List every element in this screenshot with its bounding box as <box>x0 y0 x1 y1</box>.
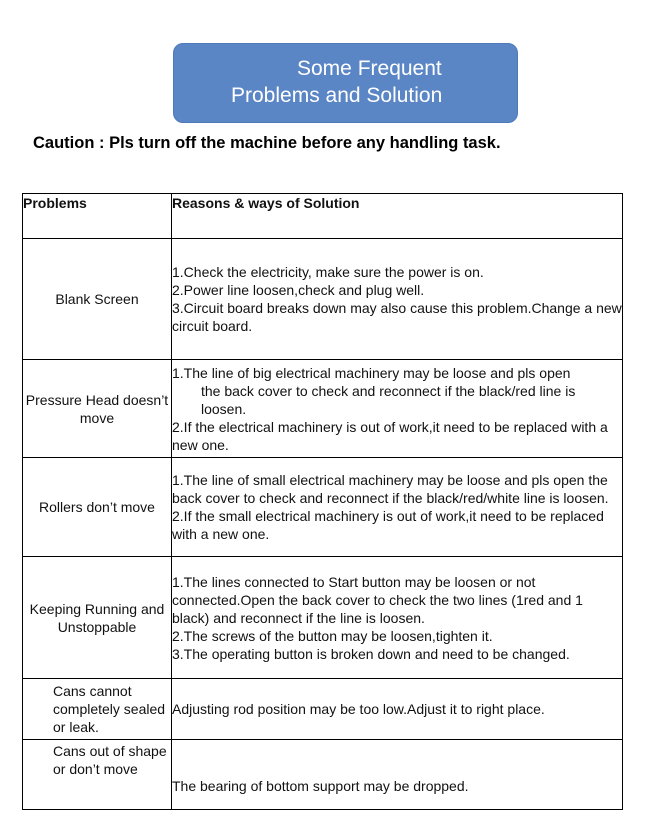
problem-text: Pressure Head doesn’t move <box>25 391 169 426</box>
title-line-1: Some Frequent <box>297 57 442 80</box>
solution-line: 3.The operating button is broken down and need to be changed. <box>172 645 570 662</box>
problem-text: Cans out of shape or don’t move <box>53 743 167 777</box>
solution-cell <box>172 360 623 458</box>
solution-cell <box>172 679 623 740</box>
solution-line: 2.If the electrical machinery is out of work,it need to be replaced with a new one. <box>172 418 608 453</box>
table-header-row <box>23 194 623 239</box>
problem-cell <box>23 239 172 360</box>
table-row <box>23 740 623 810</box>
solution-cell <box>172 239 623 360</box>
solution-line: 3.Circuit board breaks down may also cause this problem.Change a new circuit board. <box>172 300 622 334</box>
solution-line: Adjusting rod position may be too low.Adjust it to right place. <box>172 701 545 717</box>
solution-cell <box>172 458 623 557</box>
caution-notice: Caution : Pls turn off the machine before any handling task. <box>33 134 501 152</box>
solution-cell <box>172 740 623 810</box>
table-row <box>23 679 623 740</box>
title-line-2: Problems and Solution <box>231 84 443 107</box>
solution-line: the back cover to check and reconnect if the black/red line is loosen. <box>201 382 576 417</box>
solution-cell <box>172 557 623 679</box>
problem-cell <box>23 360 172 458</box>
solution-line: The bearing of bottom support may be dropped. <box>172 778 469 794</box>
solution-line: 2.Power line loosen,check and plug well. <box>172 282 425 298</box>
solution-line: 2.The screws of the button may be loosen,tighten it. <box>172 627 493 644</box>
solution-line: 2.If the small electrical machinery is out of work,it need to be replaced with a new one. <box>172 508 604 542</box>
solution-line: 1.Check the electricity, make sure the power is on. <box>172 264 484 280</box>
header-problems: Problems <box>23 194 172 239</box>
table-row <box>23 360 623 458</box>
problem-cell <box>23 458 172 557</box>
solution-line: 1.The lines connected to Start button may be loosen or not connected.Open the back cover to check the two lines (1red and 1 black) and reconnect if the line is loosen. <box>172 573 583 626</box>
header-solutions: Reasons & ways of Solution <box>172 194 623 239</box>
solution-line: 1.The line of small electrical machinery may be loose and pls open the back cover to check and reconnect if the black/red/white line is loosen. <box>172 472 609 506</box>
table-row <box>23 239 623 360</box>
table-row <box>23 557 623 679</box>
table-row <box>23 458 623 557</box>
title-banner <box>173 43 518 123</box>
solution-line: 1.The line of big electrical machinery may be loose and pls open <box>172 364 571 381</box>
problems-table <box>22 193 623 810</box>
problem-cell <box>23 679 172 740</box>
problem-cell <box>23 740 172 810</box>
problem-text: Rollers don’t move <box>39 499 155 515</box>
problem-cell <box>23 557 172 679</box>
problem-text: Keeping Running and Unstoppable <box>29 600 165 635</box>
problem-text: Blank Screen <box>55 291 139 307</box>
problem-text: Cans cannot completely sealed or leak. <box>53 683 166 735</box>
